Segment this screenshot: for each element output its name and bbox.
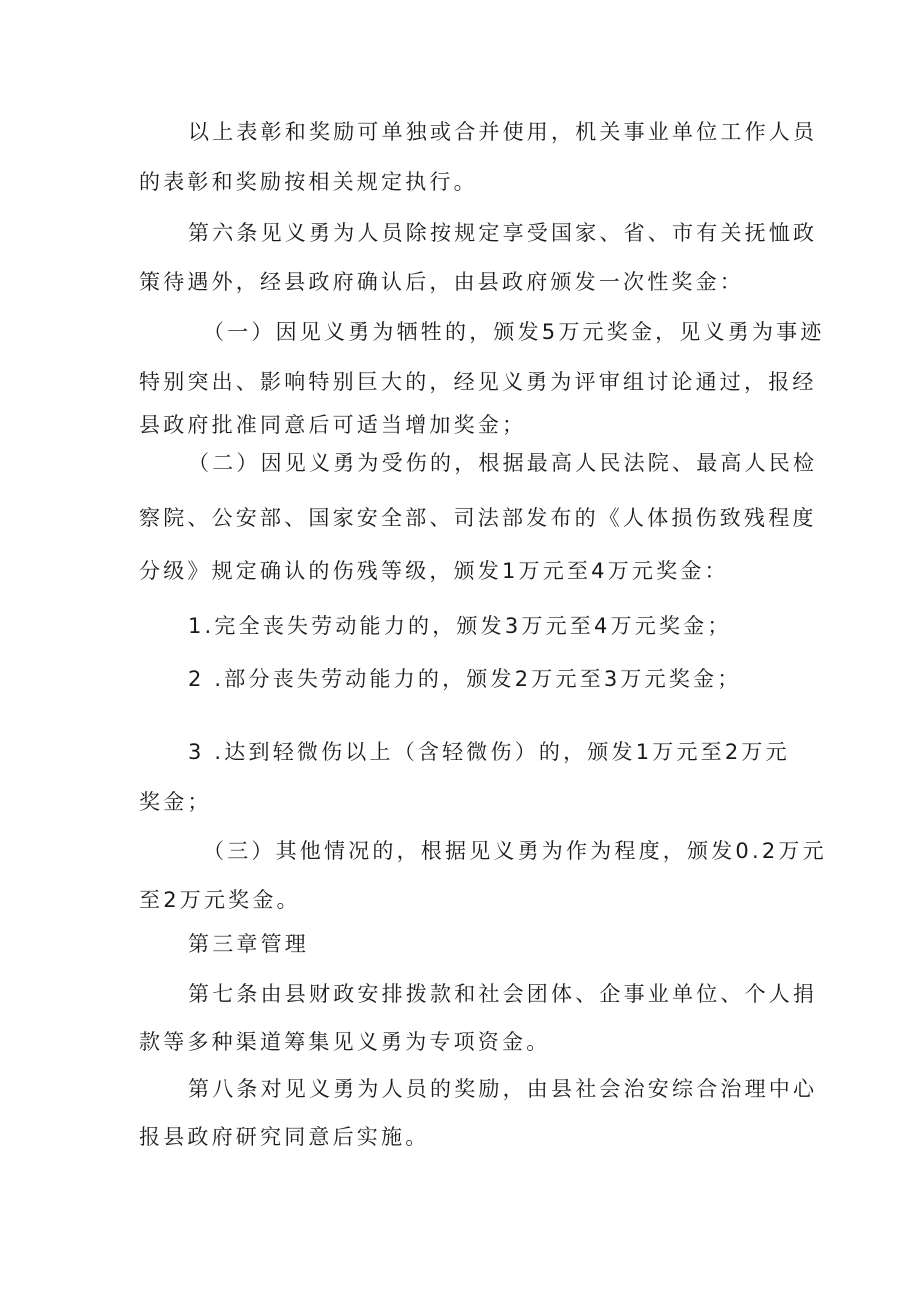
text-line: 款等多种渠道筹集见义勇为专项资金。	[139, 1030, 551, 1054]
text-line: 报县政府研究同意后实施。	[139, 1125, 430, 1149]
text-line: 3 .达到轻微伤以上（含轻微伤）的，颁发1万元至2万元	[188, 740, 790, 764]
text-line: （二）因见义勇为受伤的，根据最高人民法院、最高人民检	[188, 451, 818, 475]
text-line: 县政府批准同意后可适当增加奖金；	[139, 413, 527, 437]
text-line: （一）因见义勇为牺牲的，颁发5万元奖金，见义勇为事迹	[203, 320, 825, 344]
text-line: 第七条由县财政安排拨款和社会团体、企事业单位、个人捐	[188, 982, 818, 1006]
text-line: 特别突出、影响特别巨大的，经见义勇为评审组讨论通过，报经	[139, 370, 817, 394]
text-line: 以上表彰和奖励可单独或合并使用，机关事业单位工作人员	[188, 120, 818, 144]
text-line: 第八条对见义勇为人员的奖励，由县社会治安综合治理中心	[188, 1077, 818, 1101]
text-line: 2 .部分丧失劳动能力的，颁发2万元至3万元奖金；	[188, 667, 742, 691]
text-line: 的表彰和奖励按相关规定执行。	[139, 170, 478, 194]
text-line: 分级》规定确认的伤残等级，颁发1万元至4万元奖金：	[139, 559, 729, 583]
text-line: 至2万元奖金。	[139, 888, 301, 912]
text-line: 第六条见义勇为人员除按规定享受国家、省、市有关抚恤政	[188, 221, 818, 245]
text-line: 策待遇外，经县政府确认后，由县政府颁发一次性奖金：	[139, 270, 744, 294]
text-line: 1.完全丧失劳动能力的，颁发3万元至4万元奖金；	[188, 614, 732, 638]
text-line: （三）其他情况的，根据见义勇为作为程度，颁发0.2万元	[203, 839, 827, 863]
text-line: 奖金；	[139, 790, 212, 814]
text-line: 察院、公安部、国家安全部、司法部发布的《人体损伤致残程度	[139, 506, 817, 530]
chapter-heading: 第三章管理	[188, 932, 309, 956]
